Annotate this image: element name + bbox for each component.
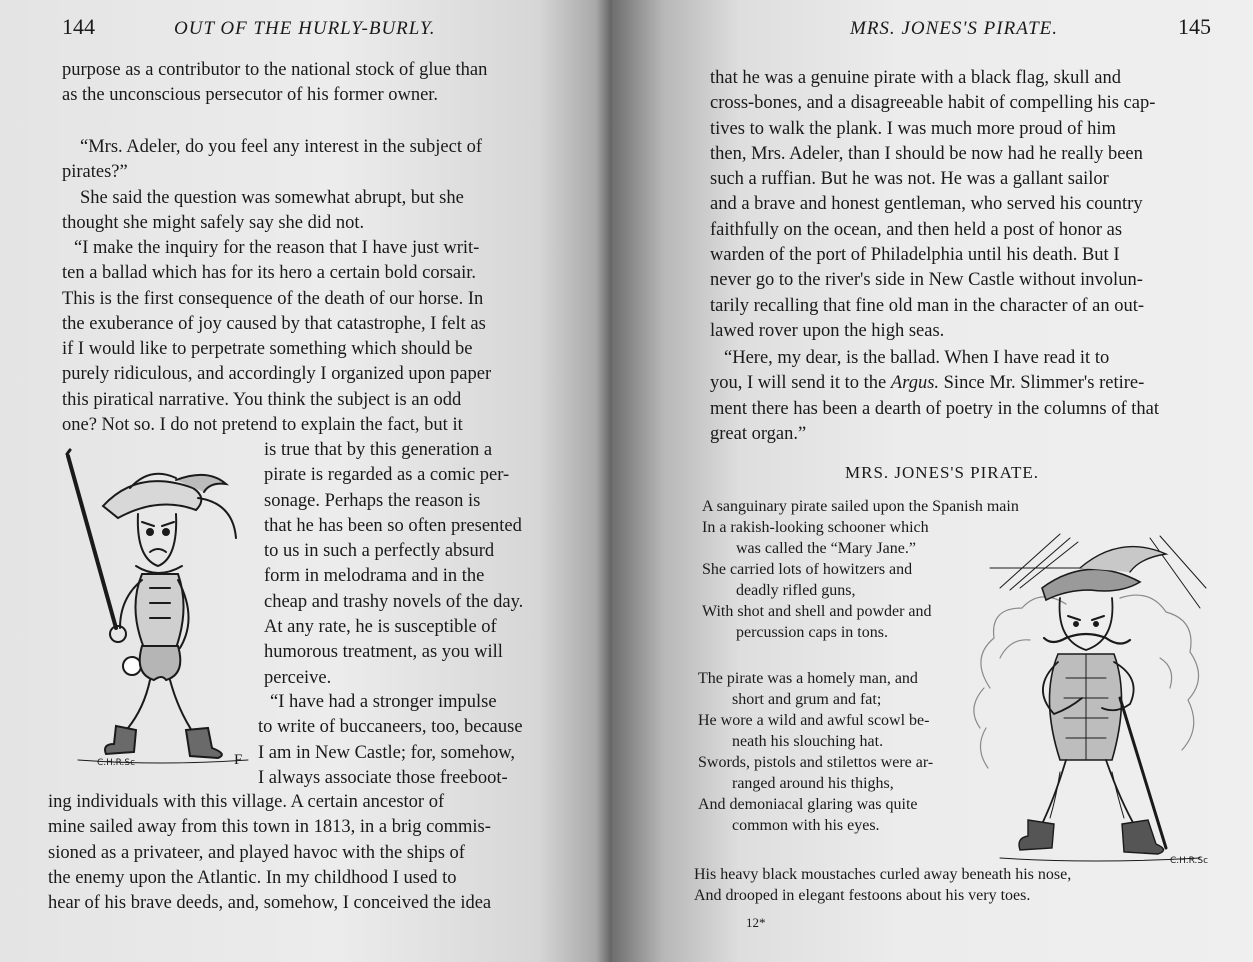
left-running-head: OUT OF THE HURLY-BURLY.: [174, 18, 436, 39]
poem-stanza-1: A sanguinary pirate sailed upon the Spanish main In a rakish-looking schooner which was called the “Mary Jane.” She carried lots of howitzers and deadly rifled guns, With shot and shell and powder and percussion caps in tons.: [702, 498, 1019, 641]
right-illustration-signature: C.H.R.Sc: [1170, 856, 1209, 866]
left-paragraph-5: ing individuals with this village. A certain ancestor of mine sailed away from this town in 1813, in a brig commis- sioned as a privateer, and played havoc with the ships of the enemy upon the Atlantic. In my childhood I used to hear of his brave deeds, and, somehow, I conceived the idea: [48, 792, 492, 914]
right-page-number: 145: [1178, 14, 1211, 39]
poem-stanza-2: The pirate was a homely man, and short and grum and fat; He wore a wild and awful scowl be- neath his slouching hat. Swords, pistols and stilettos were ar- ranged around his thighs, And demoniacal glaring was quite common with his eyes.: [698, 670, 934, 834]
left-paragraph-5-wrap: “I have had a stronger impulse to write of buccaneers, too, because I am in New Castle; for, somehow, I always associate those freeboot-: [258, 692, 523, 788]
left-page: [0, 0, 612, 962]
left-paragraph-4-wrap: is true that by this generation a pirate is regarded as a comic per- sonage. Perhaps the reason is that he has been so often presented to us in such a perfectly absurd form in melodrama and in the cheap and trashy novels of the day. At any rate, he is susceptible of humorous treatment, as you will perceive.: [264, 440, 524, 688]
right-paragraph-1: that he was a genuine pirate with a black flag, skull and cross-bones, and a disagreeable habit of compelling his cap- tives to walk the plank. I was much more proud of him then, Mrs. Adeler, than I should be now had he really been such a ruffian. But he was not. He was a gallant sailor and a brave and honest gentleman, who served his country faithfully on the ocean, and then held a post of honor as warden of the port of Philadelphia until his death. But I never go to the river's side in New Castle without involun- tarily recalling that fine old man in the character of an out- lawed rover upon the high seas.: [710, 68, 1156, 341]
signature-mark: 12*: [746, 915, 766, 930]
poem-title: MRS. JONES'S PIRATE.: [845, 463, 1040, 482]
poem-stanza-3: His heavy black moustaches curled away beneath his nose, And drooped in elegant festoons about his very toes.: [694, 866, 1072, 904]
right-paragraph-2: “Here, my dear, is the ballad. When I have read it to you, I will send it to the Argus. Since Mr. Slimmer's retire- ment there has been a dearth of poetry in the columns of that great organ.”: [710, 348, 1159, 444]
illustration-signature: C.H.R.Sc: [97, 758, 136, 768]
left-paragraph-3: She said the question was somewhat abrupt, but she thought she might safely say she did not.: [62, 188, 464, 234]
left-paragraph-1: purpose as a contributor to the national stock of glue than as the unconscious persecutor of his former owner.: [62, 60, 488, 106]
comic-pirate-illustration: [58, 448, 258, 778]
right-page: [612, 0, 1253, 962]
illustration-initial: F: [234, 752, 243, 768]
right-running-head: MRS. JONES'S PIRATE.: [850, 18, 1059, 39]
left-paragraph-2: “Mrs. Adeler, do you feel any interest in the subject of pirates?”: [62, 137, 483, 183]
argus-italic: Argus.: [890, 373, 940, 394]
left-page-number: 144: [62, 14, 95, 39]
left-paragraph-4: “I make the inquiry for the reason that I have just writ- ten a ballad which has for its hero a certain bold corsair. This is the first consequence of the death of our horse. In the exuberance of joy caused by that catastrophe, I felt as if I would like to perpetrate something which should be purely ridiculous, and accordingly I organized upon paper this piratical narrative. You think the subject is an odd one? Not so. I do not pretend to explain the fact, but it: [62, 238, 492, 436]
fierce-pirate-illustration: [970, 528, 1210, 868]
